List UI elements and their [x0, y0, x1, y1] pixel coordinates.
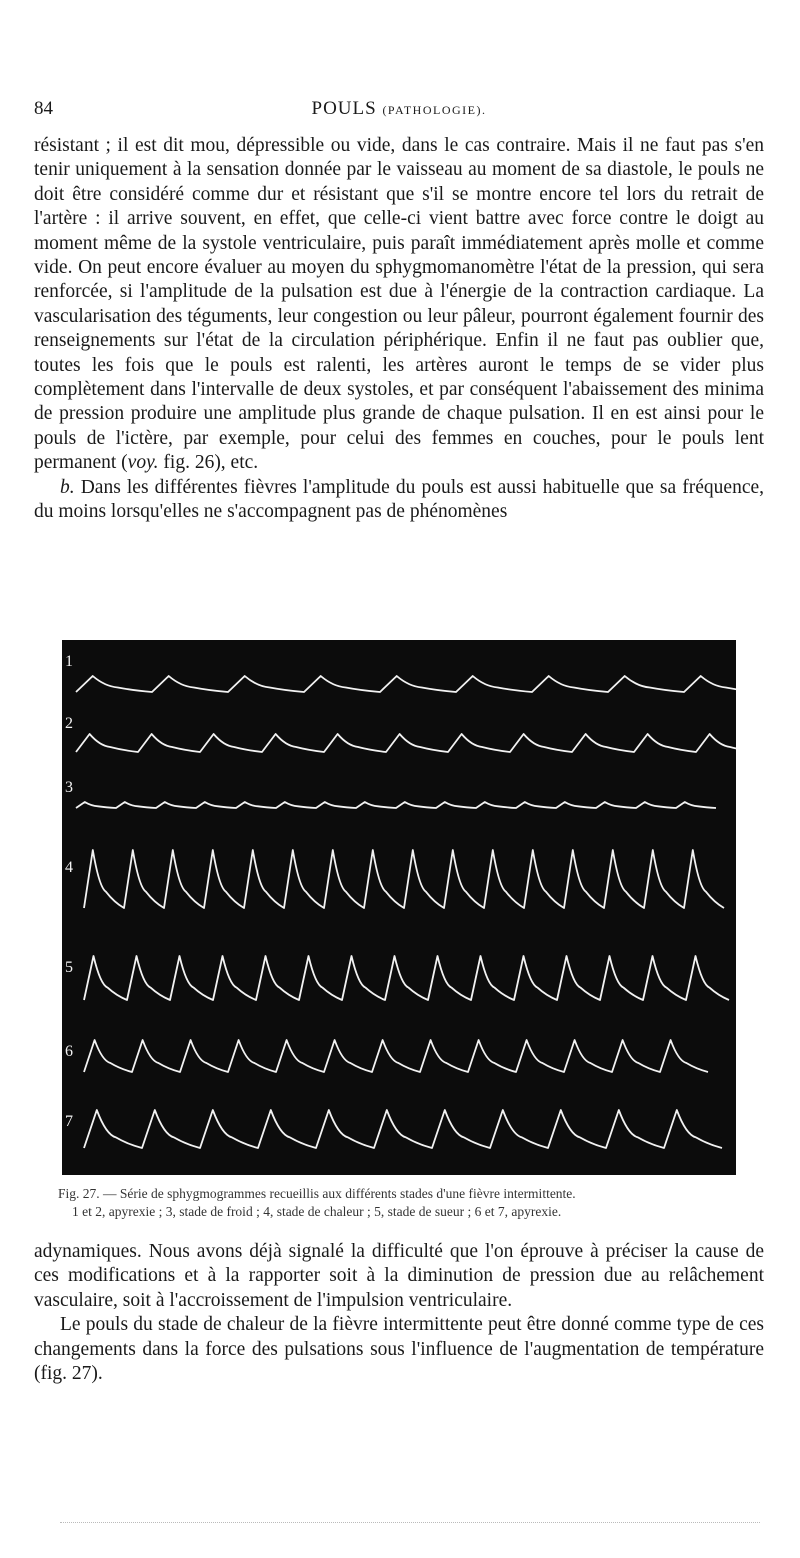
paragraph: Le pouls du stade de chaleur de la fièvre intermittente peut être donné comme type de ces changements dans la force des pulsations sous l'influence de l'augmentation de température (fig. 27). [34, 1314, 764, 1385]
pulse-trace-4 [84, 850, 724, 908]
trace-label-4: 4 [65, 859, 73, 876]
page-header [34, 98, 764, 124]
pulse-trace-6 [84, 1040, 708, 1072]
trace-label-6: 6 [65, 1043, 73, 1060]
trace-label-5: 5 [65, 959, 73, 976]
paragraph [34, 476, 764, 525]
list-letter: b. [60, 476, 75, 498]
caption-line: 1 et 2, apyrexie ; 3, stade de froid ; 4, stade de chaleur ; 5, stade de sueur ; 6 et 7, apyrexie. [72, 1204, 562, 1219]
sphygmogram-plate [62, 640, 736, 1175]
trace-label-2: 2 [65, 715, 73, 732]
paragraph-text-end: fig. 26), etc. [158, 452, 259, 474]
paragraph-text: résistant ; il est dit mou, dépressible ou vide, dans le cas contraire. Mais il ne faut pas s'en tenir uniquement à la sensation donnée par le vaisseau au moment de sa diastole, le pouls ne doit être considéré comme dur et résistant que s'il se montre encore tel lors du retrait de l'artère : il arrive souvent, en effet, que celle-ci vient battre avec force contre le doigt au moment même de la systole ventriculaire, puis paraît immédiatement après molle et comme vide. On peut encore évaluer au moyen du sphygmomanomètre l'état de la pression, qui sera renforcée, si l'amplitude de la pulsation est due à l'énergie de la contraction cardiaque. La vascularisation des téguments, leur congestion ou leur pâleur, pourront également fournir des renseignements sur l'état de la circulation périphérique. Enfin il ne faut pas oublier que, toutes les fois que le pouls est ralenti, les artères auront le temps de se vider plus complètement dans l'intervalle de deux systoles, et par conséquent l'abaissement des minima de pression produire une amplitude plus grande de chaque pulsation. Il en est ainsi pour le pouls de l'ictère, par exemple, pour celui des femmes en couches, pour le pouls lent permanent ( [34, 135, 764, 474]
trace-label-3: 3 [65, 779, 73, 796]
caption-line: Fig. 27. — Série de sphygmogrammes recueillis aux différents stades d'une fièvre intermittente. [58, 1186, 576, 1201]
sphygmogram-figure [62, 640, 736, 1175]
trace-label-7: 7 [65, 1113, 73, 1130]
trace-label-1: 1 [65, 653, 73, 670]
paragraph-text: Dans les différentes fièvres l'amplitude du pouls est aussi habituelle que sa fréquence, du moins lorsqu'elles ne s'accompagnent pas de phénomènes [34, 476, 764, 523]
footer-rule [60, 1522, 760, 1523]
italic-voy: voy. [127, 452, 159, 474]
body-text-top [34, 134, 764, 525]
pulse-trace-2 [76, 734, 736, 752]
page-number: 84 [34, 98, 53, 119]
pulse-trace-7 [84, 1110, 722, 1148]
running-head [34, 98, 764, 120]
running-head-title: POULS [311, 98, 377, 119]
pulse-trace-5 [84, 956, 729, 1000]
body-text-bottom [34, 1240, 764, 1386]
pulse-trace-3 [76, 802, 716, 808]
pulse-trace-1 [76, 676, 736, 692]
paragraph: adynamiques. Nous avons déjà signalé la difficulté que l'on éprouve à préciser la cause de ces modifications et à la rapporter soit à la diminution de pression due au relâchement vasculaire, soit à l'accroissement de l'impulsion ventriculaire. [34, 1241, 764, 1311]
paragraph [34, 134, 764, 476]
figure-caption [58, 1185, 748, 1221]
running-head-subtitle: (PATHOLOGIE). [382, 103, 487, 117]
